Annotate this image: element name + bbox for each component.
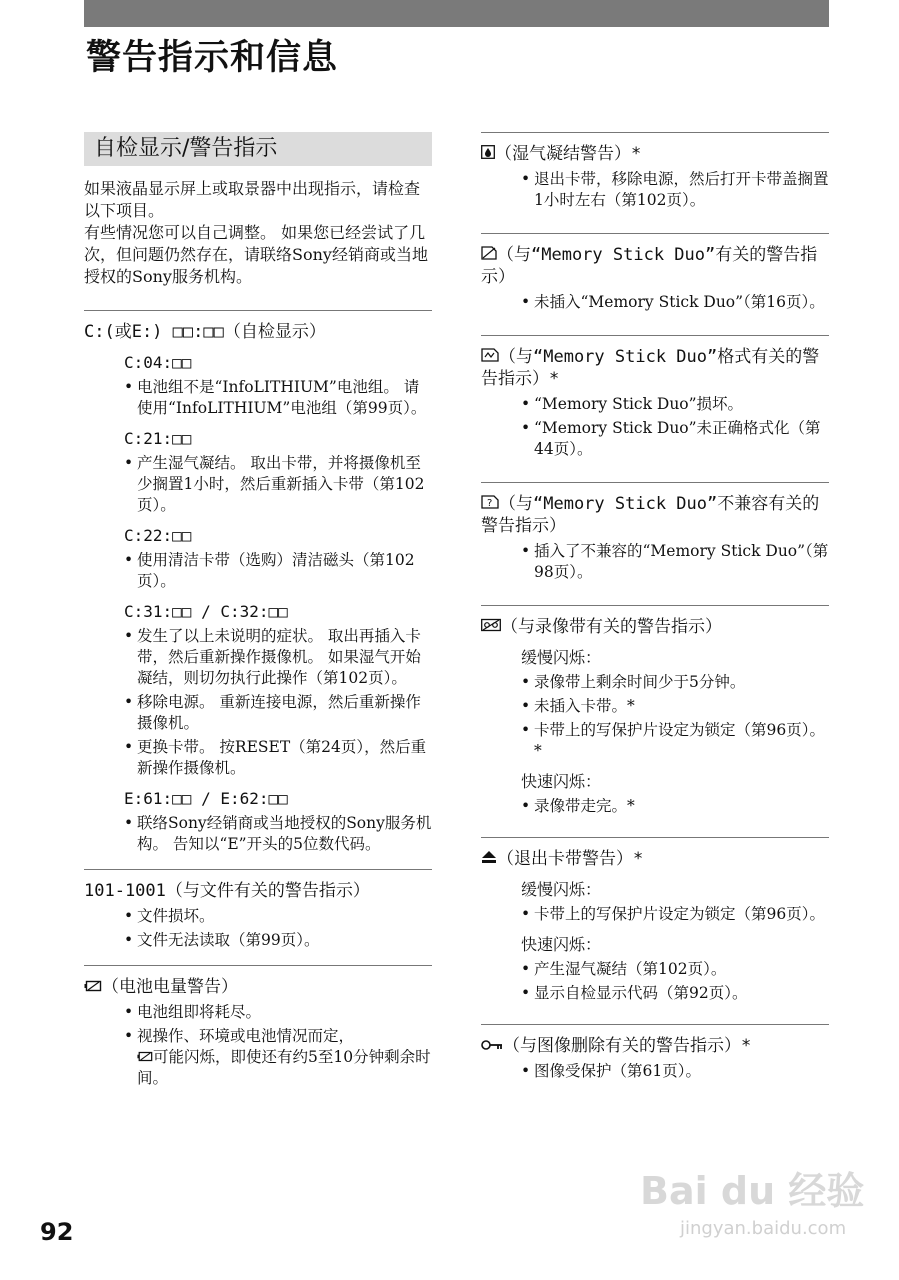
list-item: • 显示自检显示代码（第92页）。 [521, 983, 829, 1004]
memory-stick-question-icon [481, 493, 499, 515]
list-item [124, 1026, 432, 1089]
list-item: • 电池组不是“InfoLITHIUM”电池组。 请使用“InfoLITHIUM”电池组（第99页）。 [124, 377, 432, 419]
list-item: • 退出卡带，移除电源，然后打开卡带盖搁置1小时左右（第102页）。 [521, 169, 829, 211]
key-icon [481, 1035, 503, 1057]
code-e61-list [84, 813, 432, 855]
code-c22: C:22:□□ [124, 526, 192, 545]
memory-stick-format-icon [481, 346, 499, 368]
list-item: • 未插入卡带。* [521, 696, 829, 717]
divider [84, 965, 432, 966]
svg-text:?: ? [487, 498, 493, 509]
divider [481, 132, 829, 133]
left-column [84, 132, 432, 1092]
code-e61-e62: E:61:□□ / E:62:□□ [124, 789, 288, 808]
list-item: • 产生湿气凝结。 取出卡带，并将摄像机至少搁置1小时，然后重新插入卡带（第102页）。 [124, 453, 432, 516]
eject-icon [481, 848, 497, 870]
protect-heading: （与图像删除有关的警告指示）* [503, 1036, 752, 1056]
code-c22-list [84, 550, 432, 592]
ms-insert-heading: （与“Memory Stick Duo”有关的警告指示） [481, 245, 818, 287]
divider [481, 335, 829, 336]
page-title: 警告指示和信息 [86, 38, 339, 78]
list-item: • 录像带走完。* [521, 796, 829, 817]
divider [481, 837, 829, 838]
battery-icon [137, 1047, 153, 1068]
code-c21-list [84, 453, 432, 516]
eject-fast-label: 快速闪烁： [521, 935, 602, 954]
file-warning-list [84, 906, 432, 951]
divider [84, 869, 432, 870]
list-item: • 更换卡带。 按RESET（第24页），然后重新操作摄像机。 [124, 737, 432, 779]
condensation-icon [481, 143, 495, 165]
watermark-logo: Bai du 经验 [640, 1169, 865, 1213]
intro-text [84, 178, 432, 288]
protect-heading-row [481, 1035, 829, 1057]
ms-incompat-list [481, 541, 829, 583]
battery-warning-heading: （电池电量警告） [102, 977, 238, 997]
section-banner: 自检显示/警告指示 [84, 132, 432, 166]
code-c04: C:04:□□ [124, 353, 192, 372]
list-item: • “Memory Stick Duo”损坏。 [521, 394, 829, 415]
condensation-heading: （湿气凝结警告）* [495, 144, 642, 164]
list-item: • 插入了不兼容的“Memory Stick Duo”（第98页）。 [521, 541, 829, 583]
condensation-list [481, 169, 829, 211]
list-item: • 联络Sony经销商或当地授权的Sony服务机构。 告知以“E”开头的5位数代码。 [124, 813, 432, 855]
divider [481, 233, 829, 234]
code-c04-list [84, 377, 432, 419]
code-c31-c32: C:31:□□ / C:32:□□ [124, 602, 288, 621]
battery-icon [84, 976, 102, 998]
protect-list [481, 1061, 829, 1082]
code-c31-list [84, 626, 432, 779]
list-item: • 卡带上的写保护片设定为锁定（第96页）。 [521, 904, 829, 925]
tape-fast-label: 快速闪烁： [521, 772, 602, 791]
tape-heading-row [481, 616, 829, 638]
list-item: • 录像带上剩余时间少于5分钟。 [521, 672, 829, 693]
eject-heading: （退出卡带警告）* [497, 849, 644, 869]
watermark-url: jingyan.baidu.com [680, 1218, 847, 1239]
code-c21: C:21:□□ [124, 429, 192, 448]
condensation-heading-row [481, 143, 829, 165]
list-item: • 卡带上的写保护片设定为锁定（第96页）。* [521, 720, 829, 762]
header-bar [84, 0, 829, 27]
memory-stick-icon [481, 244, 497, 266]
list-item-text: 可能闪烁，即使还有约5至10分钟剩余时间。 [137, 1048, 431, 1087]
list-item: • 电池组即将耗尽。 [124, 1002, 432, 1023]
divider [481, 1024, 829, 1025]
tape-slow-list [481, 672, 829, 762]
divider [84, 310, 432, 311]
ms-format-list [481, 394, 829, 460]
list-item: • 使用清洁卡带（选购）清洁磁头（第102页）。 [124, 550, 432, 592]
eject-slow-label: 缓慢闪烁： [521, 880, 602, 899]
list-item: • 产生湿气凝结（第102页）。 [521, 959, 829, 980]
eject-heading-row [481, 848, 829, 870]
battery-warning-list [84, 1002, 432, 1089]
list-item: • 未插入“Memory Stick Duo”（第16页）。 [521, 292, 829, 313]
list-item: • 发生了以上未说明的症状。 取出再插入卡带，然后重新操作摄像机。 如果湿气开始凝结，则切勿执行此操作（第102页）。 [124, 626, 432, 689]
right-column [481, 132, 829, 1085]
tape-heading: （与录像带有关的警告指示） [501, 617, 722, 637]
eject-fast-list [481, 959, 829, 1004]
battery-warning-heading-row [84, 976, 432, 998]
ms-incompat-heading: （与“Memory Stick Duo”不兼容有关的警告指示） [481, 494, 820, 536]
ms-format-heading-row [481, 346, 829, 390]
ms-insert-heading-row [481, 244, 829, 288]
list-item: • 文件无法读取（第99页）。 [124, 930, 432, 951]
list-item: • 文件损坏。 [124, 906, 432, 927]
selfdiag-heading: C:(或E:) □□:□□（自检显示） [84, 322, 326, 342]
ms-incompat-heading-row [481, 493, 829, 537]
eject-slow-list [481, 904, 829, 925]
list-item: • 移除电源。 重新连接电源，然后重新操作摄像机。 [124, 692, 432, 734]
file-warning-heading: 101-1001（与文件有关的警告指示） [84, 881, 370, 901]
tape-fast-list [481, 796, 829, 817]
intro-line-2: 有些情况您可以自己调整。 如果您已经尝试了几次，但问题仍然存在，请联络Sony经销商或当地授权的Sony服务机构。 [84, 223, 428, 286]
cassette-icon [481, 616, 501, 638]
list-item-text: 视操作、环境或电池情况而定， [137, 1027, 355, 1045]
ms-insert-list [481, 292, 829, 313]
tape-slow-label: 缓慢闪烁： [521, 648, 602, 667]
divider [481, 482, 829, 483]
list-item: • 图像受保护（第61页）。 [521, 1061, 829, 1082]
intro-line-1: 如果液晶显示屏上或取景器中出现指示，请检查以下项目。 [84, 179, 421, 220]
page-number: 92 [40, 1218, 74, 1246]
list-item: • “Memory Stick Duo”未正确格式化（第44页）。 [521, 418, 829, 460]
divider [481, 605, 829, 606]
ms-format-heading: （与“Memory Stick Duo”格式有关的警告指示）* [481, 347, 820, 389]
